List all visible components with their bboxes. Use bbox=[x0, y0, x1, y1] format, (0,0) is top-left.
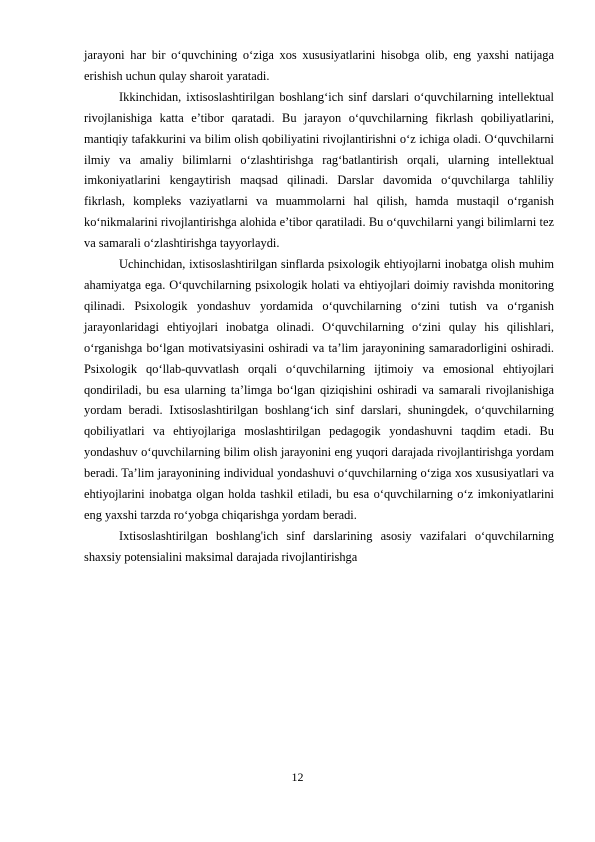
paragraph-continuation: jarayoni har bir o‘quvchining o‘ziga xos xususiyatlarini hisobga olib, eng yaxshi natijaga erishish uchun qulay sharoit yaratadi. bbox=[84, 48, 554, 83]
document-body bbox=[84, 45, 554, 568]
paragraph-third: Uchinchidan, ixtisoslashtirilgan sinflarda psixologik ehtiyojlarni inobatga olish muhim ahamiyatga ega. O‘quvchilarning psixologik holati va ehtiyojlari doimiy ravishda monitoring qilinadi. Psixologik yondashuv yordamida o‘quvchilarning o‘zini tutish va o‘rganish jarayonlaridagi ehtiyojlari inobatga olinadi. O‘quvchilarning o‘zini qulay his qilishlari, o‘rganishga bo‘lgan motivatsiyasini oshiradi va ta’lim jarayonining samaradorligini oshiradi. Psixologik qo‘llab-quvvatlash orqali o‘quvchilarning ijtimoiy va emosional ehtiyojlari qondiriladi, bu esa ularning ta’limga bo‘lgan qiziqishini oshiradi va samarali rivojlanishiga yordam beradi. Ixtisoslashtirilgan boshlang‘ich sinf darslari, shuningdek, o‘quvchilarning qobiliyatlari va ehtiyojlariga moslashtirilgan pedagogik yondashuvni taqdim etadi. Bu yondashuv o‘quvchilarning bilim olish jarayonini eng yuqori darajada rivojlantirishga yordam beradi. Ta’lim jarayonining individual yondashuvi o‘quvchilarning o‘ziga xos xususiyatlari va ehtiyojlarini inobatga olgan holda tashkil etiladi, bu esa o‘quvchilarning o‘z imkoniyatlarini eng yaxshi tarzda ro‘yobga chiqarishga yordam beradi. bbox=[84, 257, 554, 522]
page-number: 12 bbox=[291, 770, 304, 784]
paragraph-fourth: Ixtisoslashtirilgan boshlang'ich sinf darslarining asosiy vazifalari o‘quvchilarning shaxsiy potensialini maksimal darajada rivojlantirishga bbox=[84, 528, 554, 564]
paragraph-second: Ikkinchidan, ixtisoslashtirilgan boshlang‘ich sinf darslari o‘quvchilarning intellektual rivojlanishiga katta e’tibor qaratadi. Bu jarayon o‘quvchilarning fikrlash qobiliyatlarini, mantiqiy tafakkurini va bilim olish qobiliyatini rivojlantirishni o‘z ichiga oladi. O‘quvchilarni ilmiy va amaliy bilimlarni o‘zlashtirishga rag‘batlantirish orqali, ularning intellektual imkoniyatlarini kengaytirish maqsad qilinadi. Darslar davomida o‘quvchilarga tahliliy fikrlash, kompleks vaziyatlarni va muammolarni hal qilish, hamda mustaqil o‘rganish ko‘nikmalarini rivojlantirishga alohida e’tibor qaratiladi. Bu o‘quvchilarni yangi bilimlarni tez va samarali o‘zlashtirishga tayyorlaydi. bbox=[84, 89, 554, 251]
